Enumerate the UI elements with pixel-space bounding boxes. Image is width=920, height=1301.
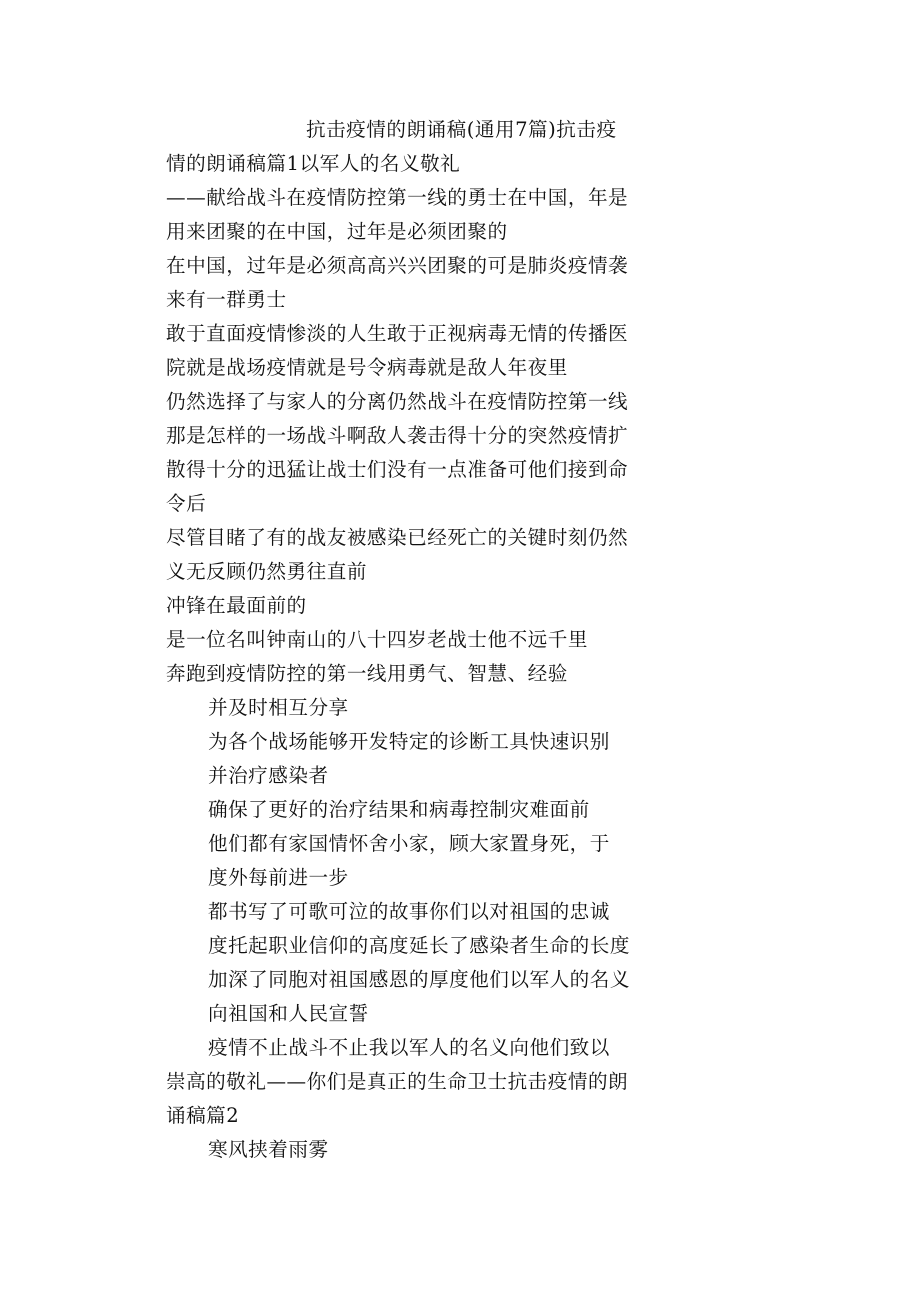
document-body — [166, 113, 636, 1167]
text-line: 情的朗诵稿篇1以军人的名义敬礼 — [166, 152, 461, 175]
indented-text-line: 寒风挟着雨雾 — [208, 1138, 329, 1161]
indented-text-line: 他们都有家国情怀舍小家，顾大家置身死，于 — [208, 832, 610, 855]
indented-text-line: 加深了同胞对祖国感恩的厚度他们以军人的名义 — [208, 968, 630, 991]
text-line: 奔跑到疫情防控的第一线用勇气、智慧、经验 — [166, 662, 568, 685]
indented-text-line: 度托起职业信仰的高度延长了感染者生命的长度 — [208, 934, 630, 957]
text-line: 敢于直面疫情惨淡的人生敢于正视病毒无情的传播医 — [166, 322, 629, 345]
text-line: 令后 — [166, 492, 207, 515]
text-line: 诵稿篇2 — [166, 1104, 240, 1127]
indented-text-line: 疫情不止战斗不止我以军人的名义向他们致以 — [208, 1036, 610, 1059]
text-line: ——献给战斗在疫情防控第一线的勇士在中国，年是 — [166, 186, 629, 209]
text-line: 用来团聚的在中国，过年是必须团聚的 — [166, 220, 508, 243]
text-line: 崇高的敬礼——你们是真正的生命卫士抗击疫情的朗 — [166, 1070, 629, 1093]
text-line: 仍然选择了与家人的分离仍然战斗在疫情防控第一线 — [166, 390, 629, 413]
text-line: 在中国，过年是必须高高兴兴团聚的可是肺炎疫情袭 — [166, 254, 629, 277]
text-line: 院就是战场疫情就是号令病毒就是敌人年夜里 — [166, 356, 568, 379]
indented-text-line: 度外每前进一步 — [208, 866, 349, 889]
indented-text-line: 都书写了可歌可泣的故事你们以对祖国的忠诚 — [208, 900, 610, 923]
indented-text-line: 向祖国和人民宣誓 — [208, 1002, 369, 1025]
indented-text-line: 为各个战场能够开发特定的诊断工具快速识别 — [208, 730, 610, 753]
text-line: 散得十分的迅猛让战士们没有一点准备可他们接到命 — [166, 458, 629, 481]
indented-text-line: 并及时相互分享 — [208, 696, 349, 719]
indented-text-line: 确保了更好的治疗结果和病毒控制灾难面前 — [208, 798, 590, 821]
text-line: 义无反顾仍然勇往直前 — [166, 560, 367, 583]
document-title-line: 抗击疫情的朗诵稿(通用7篇)抗击疫 — [306, 118, 617, 141]
indented-text-line: 并治疗感染者 — [208, 764, 329, 787]
text-line: 来有一群勇士 — [166, 288, 287, 311]
text-line: 冲锋在最面前的 — [166, 594, 307, 617]
text-line: 那是怎样的一场战斗啊敌人袭击得十分的突然疫情扩 — [166, 424, 629, 447]
text-line: 尽管目睹了有的战友被感染已经死亡的关键时刻仍然 — [166, 526, 629, 549]
text-line: 是一位名叫钟南山的八十四岁老战士他不远千里 — [166, 628, 588, 651]
